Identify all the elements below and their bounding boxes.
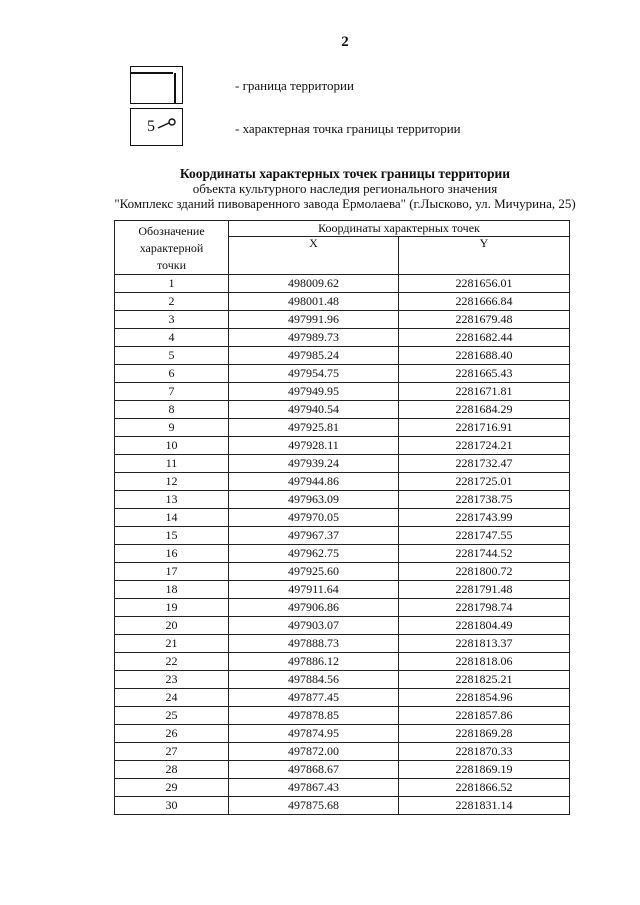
cell-x: 497939.24 (229, 455, 399, 473)
cell-y: 2281656.01 (399, 275, 570, 293)
cell-point: 27 (115, 743, 229, 761)
table-row (115, 473, 570, 491)
cell-point: 1 (115, 275, 229, 293)
cell-x: 497954.75 (229, 365, 399, 383)
cell-x: 497903.07 (229, 617, 399, 635)
table-row (115, 347, 570, 365)
header-point-designation: Обозначение характерной точки (115, 221, 229, 275)
cell-x: 497949.95 (229, 383, 399, 401)
cell-y: 2281854.96 (399, 689, 570, 707)
cell-x: 497911.64 (229, 581, 399, 599)
boundary-point-icon (157, 117, 179, 131)
point-legend-box (130, 108, 183, 146)
cell-point: 16 (115, 545, 229, 563)
cell-y: 2281818.06 (399, 653, 570, 671)
cell-x: 498001.48 (229, 293, 399, 311)
cell-point: 14 (115, 509, 229, 527)
table-row (115, 671, 570, 689)
cell-x: 497878.85 (229, 707, 399, 725)
cell-x: 497963.09 (229, 491, 399, 509)
cell-point: 22 (115, 653, 229, 671)
document-subtitle: объекта культурного наследия регионального значения (192, 181, 498, 196)
cell-point: 4 (115, 329, 229, 347)
cell-point: 5 (115, 347, 229, 365)
cell-y: 2281791.48 (399, 581, 570, 599)
legend-point-text: - характерная точка границы территории (235, 121, 461, 136)
table-row (115, 797, 570, 815)
cell-y: 2281688.40 (399, 347, 570, 365)
cell-y: 2281725.01 (399, 473, 570, 491)
cell-point: 23 (115, 671, 229, 689)
cell-x: 497884.56 (229, 671, 399, 689)
table-row (115, 329, 570, 347)
cell-y: 2281671.81 (399, 383, 570, 401)
cell-y: 2281744.52 (399, 545, 570, 563)
cell-x: 497944.86 (229, 473, 399, 491)
cell-point: 21 (115, 635, 229, 653)
cell-y: 2281804.49 (399, 617, 570, 635)
cell-point: 11 (115, 455, 229, 473)
coordinates-rows (115, 275, 570, 815)
cell-x: 497868.67 (229, 761, 399, 779)
cell-x: 497928.11 (229, 437, 399, 455)
cell-x: 497925.60 (229, 563, 399, 581)
cell-y: 2281724.21 (399, 437, 570, 455)
cell-x: 497962.75 (229, 545, 399, 563)
table-row (115, 293, 570, 311)
cell-x: 497872.00 (229, 743, 399, 761)
cell-point: 2 (115, 293, 229, 311)
cell-y: 2281798.74 (399, 599, 570, 617)
cell-point: 28 (115, 761, 229, 779)
table-row (115, 599, 570, 617)
table-row (115, 383, 570, 401)
table-row (115, 707, 570, 725)
cell-y: 2281682.44 (399, 329, 570, 347)
cell-point: 9 (115, 419, 229, 437)
cell-point: 17 (115, 563, 229, 581)
table-row (115, 455, 570, 473)
cell-y: 2281857.86 (399, 707, 570, 725)
table-row (115, 509, 570, 527)
cell-y: 2281869.28 (399, 725, 570, 743)
cell-point: 20 (115, 617, 229, 635)
cell-x: 497940.54 (229, 401, 399, 419)
cell-point: 18 (115, 581, 229, 599)
cell-point: 30 (115, 797, 229, 815)
table-row (115, 761, 570, 779)
cell-x: 497888.73 (229, 635, 399, 653)
document-title: Координаты характерных точек границы территории (179, 166, 511, 181)
cell-point: 6 (115, 365, 229, 383)
table-row (115, 275, 570, 293)
cell-y: 2281684.29 (399, 401, 570, 419)
cell-y: 2281679.48 (399, 311, 570, 329)
page-number: 2 (341, 34, 349, 50)
header-y: Y (399, 237, 570, 275)
table-row (115, 419, 570, 437)
cell-y: 2281813.37 (399, 635, 570, 653)
cell-point: 25 (115, 707, 229, 725)
header-coordinates: Координаты характерных точек (229, 221, 570, 237)
table-row (115, 491, 570, 509)
boundary-line-icon (130, 66, 183, 104)
cell-point: 13 (115, 491, 229, 509)
point-legend-label: 5 (147, 118, 155, 135)
document-object-name: "Комплекс зданий пивоваренного завода Ермолаева" (г.Лысково, ул. Мичурина, 25) (114, 196, 576, 211)
table-row (115, 653, 570, 671)
legend-boundary-text: - граница территории (235, 78, 354, 93)
coordinates-table (114, 220, 570, 815)
table-row (115, 617, 570, 635)
cell-y: 2281747.55 (399, 527, 570, 545)
cell-x: 497967.37 (229, 527, 399, 545)
cell-point: 7 (115, 383, 229, 401)
cell-x: 497886.12 (229, 653, 399, 671)
cell-x: 497877.45 (229, 689, 399, 707)
cell-x: 497906.86 (229, 599, 399, 617)
table-row (115, 437, 570, 455)
cell-y: 2281870.33 (399, 743, 570, 761)
table-row (115, 527, 570, 545)
table-row (115, 743, 570, 761)
cell-x: 497989.73 (229, 329, 399, 347)
cell-x: 497875.68 (229, 797, 399, 815)
cell-y: 2281800.72 (399, 563, 570, 581)
cell-y: 2281666.84 (399, 293, 570, 311)
table-row (115, 545, 570, 563)
cell-point: 12 (115, 473, 229, 491)
cell-y: 2281738.75 (399, 491, 570, 509)
cell-point: 15 (115, 527, 229, 545)
cell-y: 2281825.21 (399, 671, 570, 689)
cell-point: 19 (115, 599, 229, 617)
cell-y: 2281866.52 (399, 779, 570, 797)
table-row (115, 563, 570, 581)
cell-x: 497991.96 (229, 311, 399, 329)
table-row (115, 401, 570, 419)
table-row (115, 725, 570, 743)
cell-point: 29 (115, 779, 229, 797)
cell-x: 498009.62 (229, 275, 399, 293)
table-row (115, 311, 570, 329)
cell-x: 497867.43 (229, 779, 399, 797)
cell-y: 2281665.43 (399, 365, 570, 383)
cell-y: 2281716.91 (399, 419, 570, 437)
cell-point: 10 (115, 437, 229, 455)
cell-x: 497985.24 (229, 347, 399, 365)
cell-point: 24 (115, 689, 229, 707)
table-row (115, 365, 570, 383)
header-x: X (229, 237, 399, 275)
cell-y: 2281743.99 (399, 509, 570, 527)
table-row (115, 779, 570, 797)
cell-point: 8 (115, 401, 229, 419)
cell-y: 2281831.14 (399, 797, 570, 815)
cell-point: 26 (115, 725, 229, 743)
table-row (115, 635, 570, 653)
cell-x: 497970.05 (229, 509, 399, 527)
cell-y: 2281869.19 (399, 761, 570, 779)
cell-point: 3 (115, 311, 229, 329)
cell-y: 2281732.47 (399, 455, 570, 473)
table-row (115, 689, 570, 707)
cell-x: 497925.81 (229, 419, 399, 437)
table-row (115, 581, 570, 599)
cell-x: 497874.95 (229, 725, 399, 743)
